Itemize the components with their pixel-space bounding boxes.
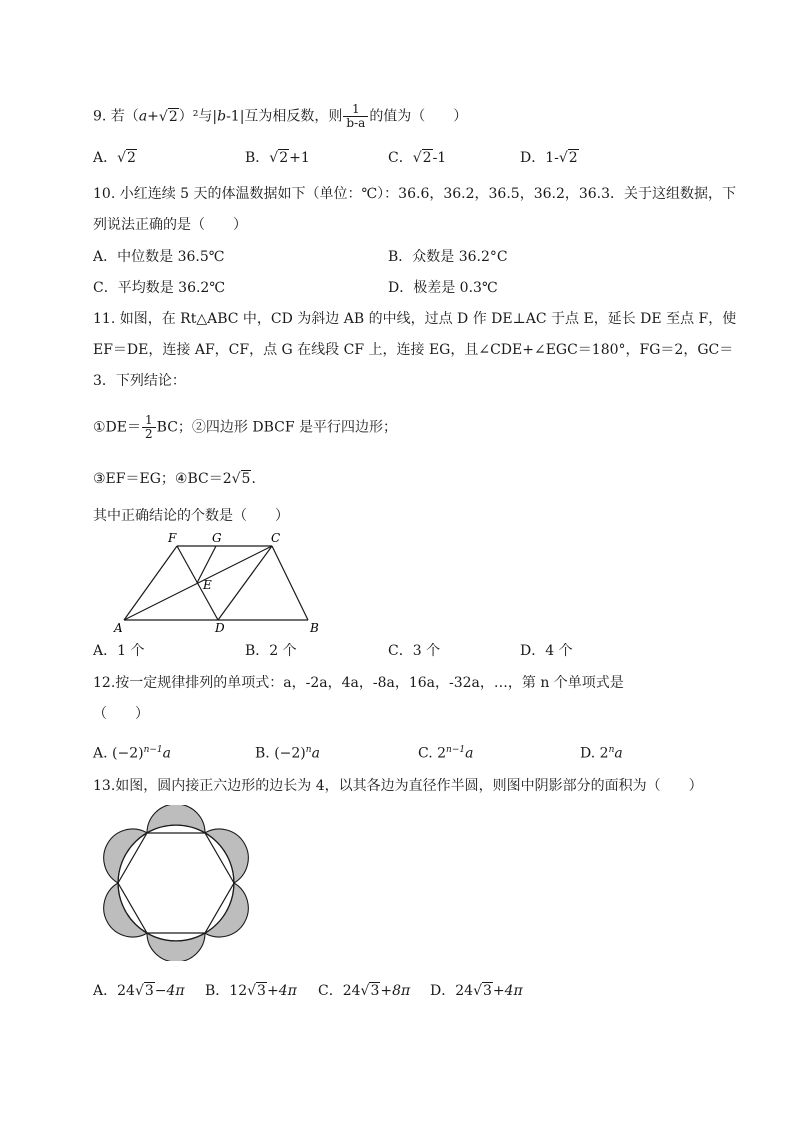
q9-stem: 9. 若（a+√2）²与|b-1|互为相反数，则 $\frac{1}{b-a}$ 的值为（ ） xyxy=(93,102,468,130)
q11-figure-lines xyxy=(124,546,308,620)
q13-option-b[interactable]: B．12√3+4π xyxy=(205,983,297,999)
q13-option-a[interactable]: A．24√3−4π xyxy=(93,983,185,999)
point-label-g: G xyxy=(212,531,222,545)
q10-option-c[interactable]: C．平均数是 36.2℃ xyxy=(93,280,226,296)
q12-stem-line2: （ ） xyxy=(93,706,149,722)
q13-option-d[interactable]: D．24√3+4π xyxy=(430,983,523,999)
q11-option-d[interactable]: D．4 个 xyxy=(520,643,573,659)
point-label-f: F xyxy=(168,531,177,545)
q11-stem-line2: EF＝DE，连接 AF，CF，点 G 在线段 CF 上，连接 EG，且∠CDE+∠EGC＝180°，FG＝2，GC＝ xyxy=(93,342,734,358)
q11-option-c[interactable]: C．3 个 xyxy=(388,643,441,659)
q12-stem-line1: 12.按一定规律排列的单项式：a，-2a，4a，-8a，16a，-32a，…，第 n 个单项式是 xyxy=(93,675,624,691)
point-label-a: A xyxy=(114,621,123,635)
hexagon xyxy=(118,833,234,933)
q9-option-b[interactable]: B．√2+1 xyxy=(245,150,310,166)
q10-option-a[interactable]: A．中位数是 36.5℃ xyxy=(93,249,225,265)
fraction: $\frac{1}{b-a}$ xyxy=(343,103,368,130)
q11-stem-line3: 3．下列结论： xyxy=(93,373,186,389)
q10-stem-line1: 10. 小红连续 5 天的体温数据如下（单位：℃）：36.6，36.2，36.5，36.2，36.3．关于这组数据，下 xyxy=(93,186,737,202)
q11-figure xyxy=(108,528,340,638)
q10-stem-line2: 列说法正确的是（ ） xyxy=(93,217,247,233)
q11-conclusion-1-2: ①DE＝ $\frac{1}{2}$ BC；②四边形 DBCF 是平行四边形； xyxy=(93,413,397,441)
q13-option-c[interactable]: C．24√3+8π xyxy=(318,983,411,999)
q12-option-c[interactable]: C. $2^{n-1}a$ xyxy=(418,745,474,762)
q11-conclusion-3-4: ③EF＝EG；④BC＝2√5． xyxy=(93,471,266,487)
q9-option-a[interactable]: A．√2 xyxy=(93,150,136,166)
fraction: $\frac{1}{2}$ xyxy=(142,414,156,441)
q11-option-a[interactable]: A．1 个 xyxy=(93,643,145,659)
q13-shaded-lunes xyxy=(98,805,254,961)
point-label-b: B xyxy=(310,621,319,635)
q10-option-d[interactable]: D．极差是 0.3℃ xyxy=(388,280,498,296)
point-label-d: D xyxy=(215,621,225,635)
q12-option-d[interactable]: D. 2$^n$a xyxy=(580,745,623,762)
q11-question: 其中正确结论的个数是（ ） xyxy=(93,508,289,524)
sqrt: √2 xyxy=(158,108,178,125)
q11-stem-line1: 11. 如图，在 Rt△ABC 中，CD 为斜边 AB 的中线，过点 D 作 DE⊥AC 于点 E，延长 DE 至点 F，使 xyxy=(93,311,737,327)
q12-option-a[interactable]: A. $(-2)^{n-1}a$ xyxy=(93,745,172,762)
q9-option-c[interactable]: C．√2-1 xyxy=(388,150,447,166)
q13-figure xyxy=(98,805,254,961)
q11-option-b[interactable]: B．2 个 xyxy=(245,643,297,659)
q10-option-b[interactable]: B．众数是 36.2°C xyxy=(388,249,508,265)
q13-stem: 13.如图，圆内接正六边形的边长为 4，以其各边为直径作半圆，则图中阴影部分的面积为（ ） xyxy=(93,778,703,794)
point-label-e: E xyxy=(203,578,212,592)
point-label-c: C xyxy=(271,531,281,545)
q12-option-b[interactable]: B. $(-2)^na$ xyxy=(255,745,320,762)
q9-option-d[interactable]: D．1-√2 xyxy=(520,150,578,166)
